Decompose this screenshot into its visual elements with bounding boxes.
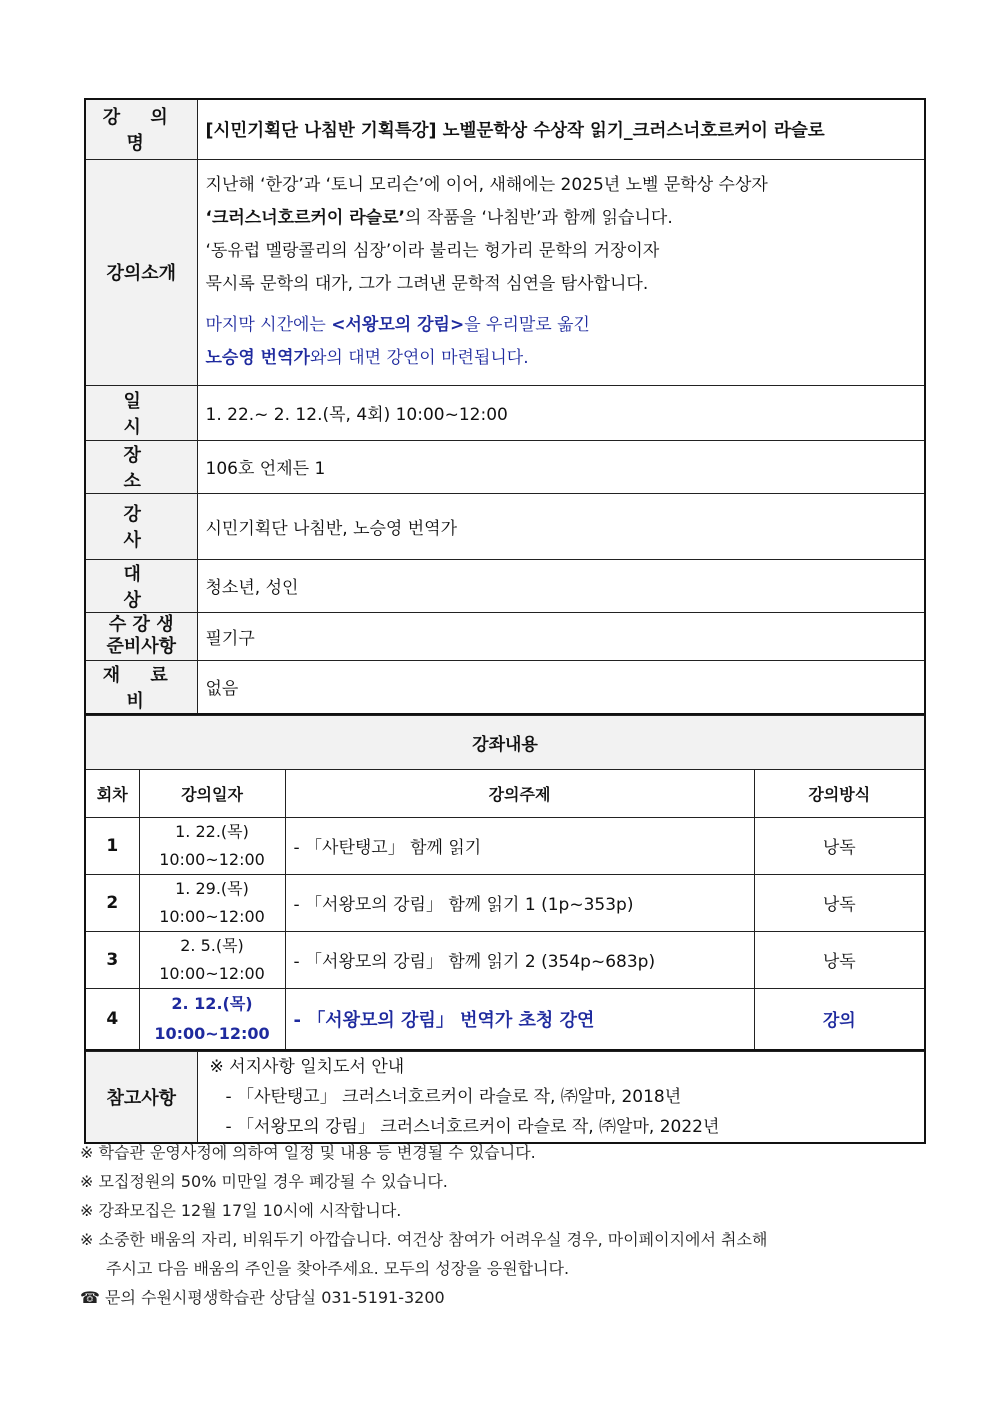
table-row bbox=[85, 931, 925, 988]
prep-label-line-1: 수 강 생 bbox=[108, 614, 174, 635]
session-no: 3 bbox=[85, 931, 139, 988]
contact-info: ☎ 문의 수원시평생학습관 상담실 031-5191-3200 bbox=[80, 1288, 445, 1307]
session-topic: - 「서왕모의 강림」 번역가 초청 강연 bbox=[285, 988, 754, 1050]
schedule-header-date: 강의일자 bbox=[139, 769, 285, 817]
session-topic: - 「사탄탱고」 함께 읽기 bbox=[285, 817, 754, 874]
intro-line-1: 지난해 ‘한강’과 ‘토니 모리슨’에 이어, 새해에는 2025년 노벨 문학상 수상자 bbox=[205, 175, 768, 195]
lecturer-value: 시민기획단 나침반, 노승영 번역가 bbox=[197, 493, 925, 559]
schedule-header-no: 회차 bbox=[85, 769, 139, 817]
schedule-table bbox=[84, 715, 926, 1051]
session-date bbox=[139, 931, 285, 988]
reference-line-1: ※ 서지사항 일치도서 안내 bbox=[209, 1056, 405, 1077]
schedule-header-method: 강의방식 bbox=[754, 769, 925, 817]
reference-line-3: - 「서왕모의 강림」 크러스너호르커이 라슬로 작, ㈜알마, 2022년 bbox=[225, 1116, 720, 1137]
author-name: ‘크러스너호르커이 라슬로’ bbox=[205, 208, 405, 228]
session-date-day: 1. 29.(목) bbox=[175, 878, 249, 898]
intro-blue-translator: 노승영 번역가 bbox=[205, 348, 310, 368]
table-row bbox=[85, 817, 925, 874]
intro-line-2-rest: 의 작품을 ‘나침반’과 함께 읽습니다. bbox=[404, 208, 673, 228]
reference-content bbox=[197, 1051, 925, 1143]
session-no: 4 bbox=[85, 988, 139, 1050]
session-date-time: 10:00~12:00 bbox=[154, 1023, 270, 1043]
intro-highlight-1 bbox=[206, 309, 917, 342]
lecturer-label: 강 사 bbox=[85, 493, 197, 559]
note-cancel-request: ※ 소중한 배움의 자리, 비워두기 아깝습니다. 여건상 참여가 어려우실 경우, 마이페이지에서 취소해 bbox=[80, 1230, 768, 1249]
schedule-title: 강좌내용 bbox=[85, 715, 925, 769]
session-date bbox=[139, 874, 285, 931]
session-method: 강의 bbox=[754, 988, 925, 1050]
course-intro bbox=[197, 159, 925, 385]
intro-blue-c: 을 우리말로 옮긴 bbox=[464, 315, 590, 335]
notes bbox=[80, 1138, 920, 1312]
place-label: 장 소 bbox=[85, 440, 197, 493]
session-no: 2 bbox=[85, 874, 139, 931]
course-intro-label: 강의소개 bbox=[85, 159, 197, 385]
schedule-header-topic: 강의주제 bbox=[285, 769, 754, 817]
session-date-time: 10:00~12:00 bbox=[159, 906, 265, 926]
session-method: 낭독 bbox=[754, 874, 925, 931]
intro-line-4: 묵시록 문학의 대가, 그가 그려낸 문학적 심연을 탐사합니다. bbox=[205, 274, 649, 294]
note-schedule-change: ※ 학습관 운영사정에 의하여 일정 및 내용 등 변경될 수 있습니다. bbox=[80, 1143, 536, 1162]
session-date-day: 2. 5.(목) bbox=[180, 935, 244, 955]
prep-value: 필기구 bbox=[197, 612, 925, 660]
fee-label: 재 료 비 bbox=[85, 660, 197, 714]
session-date bbox=[139, 988, 285, 1050]
session-method: 낭독 bbox=[754, 931, 925, 988]
intro-line-3: ‘동유럽 멜랑콜리의 심장’이라 불리는 헝가리 문학의 거장이자 bbox=[205, 241, 660, 261]
intro-highlight-2 bbox=[206, 342, 917, 375]
table-row bbox=[85, 874, 925, 931]
fee-value: 없음 bbox=[197, 660, 925, 714]
date-value: 1. 22.~ 2. 12.(목, 4회) 10:00~12:00 bbox=[197, 385, 925, 440]
session-topic: - 「서왕모의 강림」 함께 읽기 1 (1p~353p) bbox=[285, 874, 754, 931]
target-label: 대 상 bbox=[85, 559, 197, 612]
session-date-day: 1. 22.(목) bbox=[175, 821, 249, 841]
place-value: 106호 언제든 1 bbox=[197, 440, 925, 493]
course-info-sheet bbox=[84, 98, 924, 1144]
intro-blue-book: <서왕모의 강림> bbox=[331, 315, 465, 335]
session-date-day: 2. 12.(목) bbox=[171, 993, 253, 1013]
note-registration-start: ※ 강좌모집은 12월 17일 10시에 시작합니다. bbox=[80, 1201, 402, 1220]
intro-blue-a: 마지막 시간에는 bbox=[205, 315, 332, 335]
reference-table bbox=[84, 1051, 926, 1144]
reference-line-2: - 「사탄탱고」 크러스너호르커이 라슬로 작, ㈜알마, 2018년 bbox=[225, 1086, 682, 1107]
note-cancellation: ※ 모집정원의 50% 미만일 경우 폐강될 수 있습니다. bbox=[80, 1172, 448, 1191]
prep-label-line-2: 준비사항 bbox=[106, 636, 177, 657]
session-topic: - 「서왕모의 강림」 함께 읽기 2 (354p~683p) bbox=[285, 931, 754, 988]
session-no: 1 bbox=[85, 817, 139, 874]
session-method: 낭독 bbox=[754, 817, 925, 874]
reference-label: 참고사항 bbox=[85, 1051, 197, 1143]
course-name-label: 강 의 명 bbox=[85, 99, 197, 159]
session-date-time: 10:00~12:00 bbox=[159, 849, 265, 869]
course-name-value: [시민기획단 나침반 기획특강] 노벨문학상 수상작 읽기_크러스너호르커이 라슬로 bbox=[197, 99, 925, 159]
session-date bbox=[139, 817, 285, 874]
date-label: 일 시 bbox=[85, 385, 197, 440]
prep-label bbox=[85, 612, 197, 660]
table-row bbox=[85, 988, 925, 1050]
intro-blue-e: 와의 대면 강연이 마련됩니다. bbox=[309, 348, 529, 368]
target-value: 청소년, 성인 bbox=[197, 559, 925, 612]
session-date-time: 10:00~12:00 bbox=[159, 963, 265, 983]
note-cancel-request-cont: 주시고 다음 배움의 주인을 찾아주세요. 모두의 성장을 응원합니다. bbox=[106, 1259, 570, 1278]
intro-line-2 bbox=[206, 202, 917, 235]
course-info-table bbox=[84, 98, 926, 715]
